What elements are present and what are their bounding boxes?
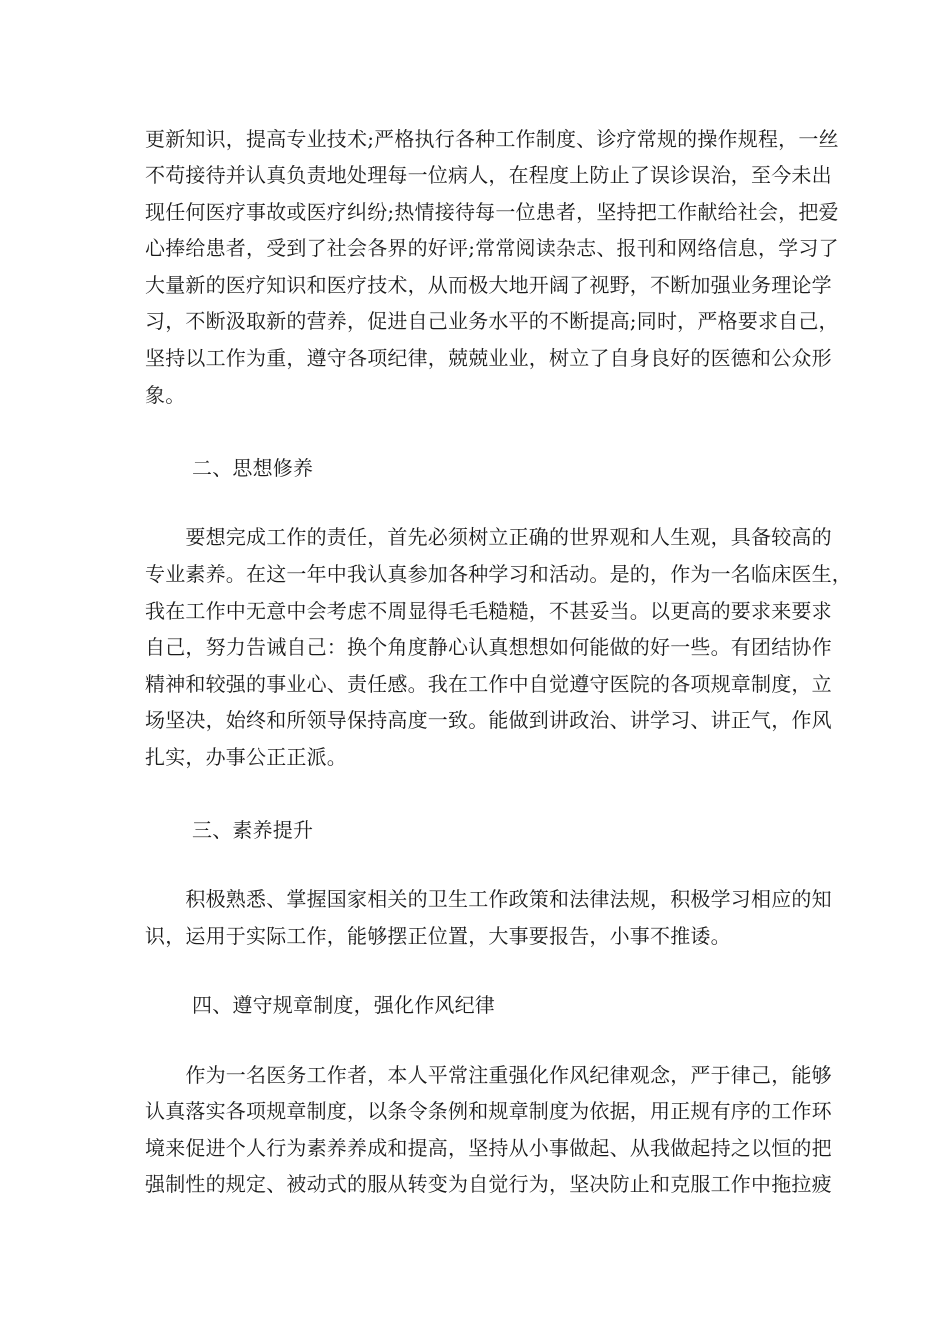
paragraph-4-line-1: 作为一名医务工作者，本人平常注重强化作风纪律观念，严于律己，能够: [145, 1063, 832, 1087]
section-heading-3: 三、素养提升: [192, 818, 314, 842]
paragraph-1-line-2: 不苟接待并认真负责地处理每一位病人，在程度上防止了误诊误治，至今未出: [145, 163, 832, 187]
paragraph-2-line-6: 场坚决，始终和所领导保持高度一致。能做到讲政治、讲学习、讲正气，作风: [145, 708, 832, 732]
paragraph-1-line-5: 大量新的医疗知识和医疗技术，从而极大地开阔了视野，不断加强业务理论学: [145, 273, 832, 297]
paragraph-1-line-8: 象。: [145, 383, 186, 407]
paragraph-2-line-4: 自己，努力告诫自己：换个角度静心认真想想如何能做的好一些。有团结协作: [145, 635, 832, 659]
paragraph-4-line-3: 境来促进个人行为素养养成和提高，坚持从小事做起、从我做起持之以恒的把: [145, 1136, 832, 1160]
paragraph-3-line-2: 识，运用于实际工作，能够摆正位置，大事要报告，小事不推诿。: [145, 924, 731, 948]
paragraph-1-line-6: 习，不断汲取新的营养，促进自己业务水平的不断提高;同时，严格要求自己，: [145, 309, 839, 333]
paragraph-2-line-3: 我在工作中无意中会考虑不周显得毛毛糙糙，不甚妥当。以更高的要求来要求: [145, 599, 832, 623]
paragraph-1-line-4: 心捧给患者，受到了社会各界的好评;常常阅读杂志、报刊和网络信息，学习了: [145, 236, 839, 260]
section-heading-4: 四、遵守规章制度，强化作风纪律: [192, 993, 495, 1017]
paragraph-2-line-1: 要想完成工作的责任，首先必须树立正确的世界观和人生观，具备较高的: [145, 525, 832, 549]
paragraph-2-line-2: 专业素养。在这一年中我认真参加各种学习和活动。是的，作为一名临床医生，: [145, 562, 852, 586]
paragraph-1-line-7: 坚持以工作为重，遵守各项纪律，兢兢业业，树立了自身良好的医德和公众形: [145, 346, 832, 370]
paragraph-2-line-5: 精神和较强的事业心、责任感。我在工作中自觉遵守医院的各项规章制度，立: [145, 672, 832, 696]
paragraph-1-line-1: 更新知识，提高专业技术;严格执行各种工作制度、诊疗常规的操作规程，一丝: [145, 127, 839, 151]
paragraph-2-line-7: 扎实，办事公正正派。: [145, 745, 347, 769]
section-heading-2: 二、思想修养: [192, 456, 314, 480]
paragraph-4-line-4: 强制性的规定、被动式的服从转变为自觉行为，坚决防止和克服工作中拖拉疲: [145, 1172, 832, 1196]
paragraph-3-line-1: 积极熟悉、掌握国家相关的卫生工作政策和法律法规，积极学习相应的知: [145, 887, 832, 911]
paragraph-4-line-2: 认真落实各项规章制度，以条令条例和规章制度为依据，用正规有序的工作环: [145, 1099, 832, 1123]
paragraph-1-line-3: 现任何医疗事故或医疗纠纷;热情接待每一位患者，坚持把工作献给社会，把爱: [145, 200, 839, 224]
